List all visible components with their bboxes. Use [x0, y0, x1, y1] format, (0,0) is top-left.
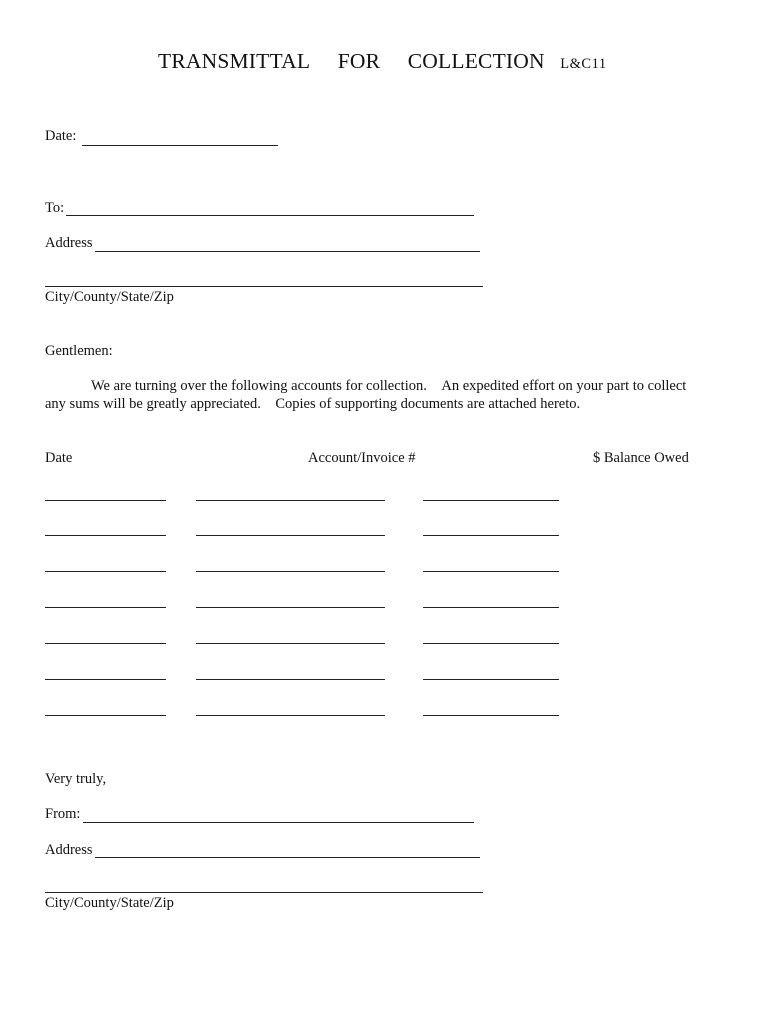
- row-1-date-line[interactable]: [45, 500, 166, 501]
- to-city-field-line[interactable]: [45, 286, 483, 287]
- from-field-line[interactable]: [83, 822, 474, 823]
- body-line1-a: We are turning over the following accounts for collection.: [91, 378, 427, 394]
- title-word-for: FOR: [337, 49, 381, 73]
- row-6-account-line[interactable]: [196, 679, 385, 680]
- closing: Very truly,: [45, 771, 107, 787]
- title-word-transmittal: TRANSMITTAL: [158, 49, 311, 73]
- row-5-balance-line[interactable]: [423, 643, 559, 644]
- to-label: To:: [45, 200, 65, 216]
- from-address-field-line[interactable]: [95, 857, 480, 858]
- form-title: [158, 48, 607, 77]
- body-line2-a: any sums will be greatly appreciated.: [45, 396, 261, 412]
- row-5-date-line[interactable]: [45, 643, 166, 644]
- row-5-account-line[interactable]: [196, 643, 385, 644]
- row-1-balance-line[interactable]: [423, 500, 559, 501]
- row-2-date-line[interactable]: [45, 535, 166, 536]
- date-field-line[interactable]: [82, 145, 278, 146]
- row-3-balance-line[interactable]: [423, 571, 559, 572]
- row-4-account-line[interactable]: [196, 607, 385, 608]
- body-line1-b: An expedited effort on your part to collect: [441, 378, 687, 394]
- row-2-balance-line[interactable]: [423, 535, 559, 536]
- from-address-label: Address: [45, 842, 93, 858]
- row-3-date-line[interactable]: [45, 571, 166, 572]
- row-1-account-line[interactable]: [196, 500, 385, 501]
- to-city-label: City/County/State/Zip: [45, 289, 174, 305]
- to-field-line[interactable]: [66, 215, 474, 216]
- row-4-date-line[interactable]: [45, 607, 166, 608]
- from-city-field-line[interactable]: [45, 892, 483, 893]
- body-line2-b: Copies of supporting documents are attached hereto.: [275, 396, 581, 412]
- col-header-balance-owed: $ Balance Owed: [593, 450, 689, 466]
- row-6-balance-line[interactable]: [423, 679, 559, 680]
- col-header-account-invoice: Account/Invoice #: [308, 450, 416, 466]
- to-address-label: Address: [45, 235, 93, 251]
- salutation: Gentlemen:: [45, 343, 113, 359]
- row-7-account-line[interactable]: [196, 715, 385, 716]
- from-label: From:: [45, 806, 81, 822]
- row-6-date-line[interactable]: [45, 679, 166, 680]
- title-word-collection: COLLECTION: [407, 49, 545, 73]
- date-label: Date:: [45, 128, 77, 144]
- row-3-account-line[interactable]: [196, 571, 385, 572]
- from-city-label: City/County/State/Zip: [45, 895, 174, 911]
- form-code: L&C11: [560, 56, 607, 72]
- row-7-balance-line[interactable]: [423, 715, 559, 716]
- body-paragraph: [45, 378, 735, 413]
- to-address-field-line[interactable]: [95, 251, 480, 252]
- row-4-balance-line[interactable]: [423, 607, 559, 608]
- row-7-date-line[interactable]: [45, 715, 166, 716]
- row-2-account-line[interactable]: [196, 535, 385, 536]
- col-header-date: Date: [45, 450, 73, 466]
